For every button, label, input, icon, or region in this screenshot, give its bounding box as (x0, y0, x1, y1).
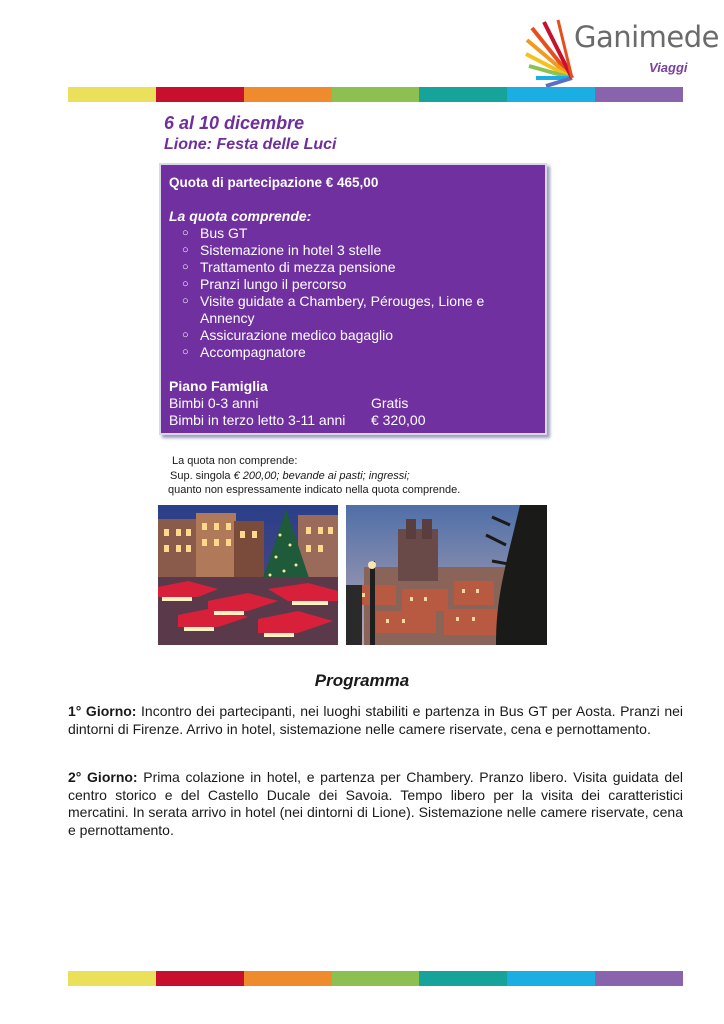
stripe-segment (244, 971, 332, 986)
circle-bullet-icon: ○ (182, 346, 189, 358)
stripe-segment (68, 971, 156, 986)
family-row (169, 395, 537, 412)
family-label: Bimbi in terzo letto 3-11 anni (169, 412, 346, 428)
family-value: € 320,00 (371, 412, 426, 428)
stripe-segment (156, 87, 244, 102)
circle-bullet-icon: ○ (182, 278, 189, 290)
circle-bullet-icon: ○ (182, 329, 189, 341)
stripe-segment (595, 87, 683, 102)
family-label: Bimbi 0-3 anni (169, 395, 259, 411)
stripe-segment (419, 971, 507, 986)
stripe-segment (68, 87, 156, 102)
day-label: 2° Giorno: (68, 769, 138, 785)
day-label: 1° Giorno: (68, 703, 137, 719)
circle-bullet-icon: ○ (182, 227, 189, 239)
not-included-note (168, 454, 460, 498)
program-title: Programma (314, 671, 410, 690)
circle-bullet-icon: ○ (182, 244, 189, 256)
not-included-line: quanto non espressamente indicato nella quota comprende. (168, 484, 461, 496)
list-item: ○ Visite guidate a Chambery, Pérouges, Lione e Annency (182, 293, 485, 326)
circle-bullet-icon: ○ (182, 295, 189, 307)
color-stripe-top (68, 87, 683, 102)
includes-list (169, 225, 537, 361)
list-item: ○ Assicurazione medico bagaglio (182, 327, 393, 343)
family-value: Gratis (371, 395, 409, 411)
list-item: ○ Pranzi lungo il percorso (182, 276, 347, 292)
family-plan-heading: Piano Famiglia (169, 378, 268, 394)
logo-name: Ganimede (574, 20, 720, 54)
circle-bullet-icon: ○ (182, 261, 189, 273)
not-included-heading: La quota non comprende: (172, 455, 298, 467)
price-line: Quota di partecipazione € 465,00 (169, 175, 379, 190)
stripe-segment (156, 971, 244, 986)
day-text: Incontro dei partecipanti, nei luoghi stabiliti e partenza in Bus GT per Aosta. Pranzi nei dintorni di Firenze. Arrivo in hotel, sistemazione nelle camere riservate, cena e pernottamento. (68, 703, 684, 737)
list-item: ○ Bus GT (182, 225, 248, 241)
day-text: Prima colazione in hotel, e partenza per Chambery. Pranzo libero. Visita guidata del centro storico e del Castello Ducale dei Savoia. Tempo libero per la visita dei caratteristici mercatini. In serata arrivo in hotel (nei dintorni di Lione). Sistemazione nelle camere riservate, cena e pernottamento. (68, 769, 683, 838)
includes-heading: La quota comprende: (169, 208, 312, 224)
christmas-market-photo (158, 505, 338, 645)
stripe-segment (507, 971, 595, 986)
list-item: ○ Trattamento di mezza pensione (182, 259, 396, 275)
family-row (169, 412, 537, 429)
list-item: ○ Sistemazione in hotel 3 stelle (182, 242, 382, 258)
color-stripe-bottom (68, 971, 683, 986)
ganimede-logo (524, 18, 720, 90)
stripe-segment (595, 971, 683, 986)
price-box (159, 163, 547, 435)
trip-subtitle: Lione: Festa delle Luci (164, 136, 337, 153)
day-paragraph (68, 769, 683, 839)
not-included-line: Sup. singola € 200,00; bevande ai pasti; ingressi; (170, 469, 410, 482)
logo-sub: Viaggi (649, 60, 688, 75)
lyon-city-photo (346, 505, 547, 645)
date-title: 6 al 10 dicembre (164, 113, 305, 133)
stripe-segment (332, 87, 420, 102)
list-item: ○ Accompagnatore (182, 344, 306, 360)
stripe-segment (244, 87, 332, 102)
day-paragraph (68, 703, 683, 738)
stripe-segment (332, 971, 420, 986)
stripe-segment (507, 87, 595, 102)
stripe-segment (419, 87, 507, 102)
